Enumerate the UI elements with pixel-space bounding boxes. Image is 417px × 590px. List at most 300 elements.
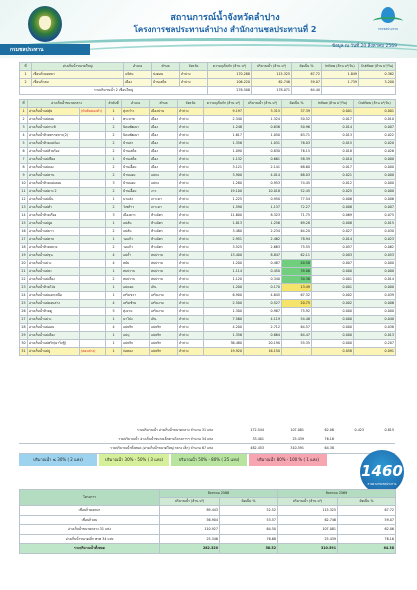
- table-cell: แม่พริก: [150, 340, 178, 348]
- summary-row: [19, 426, 395, 435]
- table-cell: 0.001: [312, 284, 354, 292]
- table-cell: 0.040: [354, 316, 396, 324]
- table-row[interactable]: [20, 260, 396, 268]
- table-cell: 0.017: [312, 164, 354, 172]
- table-cell: 0.000: [354, 180, 396, 188]
- table-row[interactable]: [20, 284, 396, 292]
- table-cell: เสริมงาม: [150, 292, 178, 300]
- table-row[interactable]: [20, 108, 396, 116]
- percent-cell: 74.45: [282, 180, 312, 188]
- table-cell: (ทับทิมทองคำ): [80, 108, 106, 116]
- sum-value: 276.508: [208, 87, 252, 95]
- percent-cell: 77.54: [282, 196, 312, 204]
- percent-cell: 13.49: [282, 284, 312, 292]
- col-header: ปริมาณน้ำ (ล้าน ม³): [244, 100, 282, 108]
- table-cell: 25: [20, 300, 28, 308]
- table-cell: 1.356: [204, 332, 244, 340]
- col-header: อ่างเก็บน้ำขนาดกลาง: [28, 100, 106, 108]
- table-cell: บ้านเสด็จ: [122, 156, 150, 164]
- table-cell: เมือง: [150, 148, 178, 156]
- table-cell: นาโป่ง: [122, 316, 150, 324]
- table-cell: 3: [106, 212, 122, 220]
- table-cell: สมัย: [122, 260, 150, 268]
- table-cell: ลำปาง: [180, 71, 208, 79]
- table-cell: 1.225: [204, 196, 244, 204]
- pct-header: คิดเป็น %: [220, 498, 278, 506]
- table-cell: [80, 300, 106, 308]
- table-cell: อ่างเก็บน้ำแม่ตุ๋ย: [28, 108, 80, 116]
- summary-totals: [19, 426, 395, 454]
- summary-value: 33.401: [252, 436, 264, 441]
- compare-row[interactable]: [20, 506, 396, 516]
- table-cell: อ่างเก็บน้ำแม่ทาน: [28, 172, 80, 180]
- table-cell: 9: [20, 172, 28, 180]
- summary-value: 0.423: [354, 428, 364, 432]
- table-cell: 0.830: [244, 148, 282, 156]
- legend-50-80: ปริมาณน้ำ 50% - 80% ( 25 แห่ง): [171, 454, 247, 466]
- table-row[interactable]: [20, 148, 396, 156]
- table-cell: 0.002: [312, 300, 354, 308]
- royal-irrigation-emblem-icon: [28, 6, 62, 42]
- vol-header: ปริมาณน้ำ (ล้าน ม³): [278, 498, 338, 506]
- col-header: คิดเป็น %: [282, 100, 312, 108]
- table-cell: แจ้ห่ม: [124, 71, 152, 79]
- col-header: อำเภอ: [122, 100, 150, 108]
- table-cell: 106.220: [208, 79, 252, 87]
- table-cell: [80, 196, 106, 204]
- table-cell: 76.16: [338, 534, 396, 544]
- table-cell: 20: [20, 260, 28, 268]
- table-cell: 7: [20, 156, 28, 164]
- table-cell: 170.288: [208, 71, 252, 79]
- table-row[interactable]: [20, 140, 396, 148]
- table-cell: 115.325: [278, 506, 338, 516]
- table-cell: 3: [106, 180, 122, 188]
- table-cell: 0.000: [312, 268, 354, 276]
- table-cell: 2.500: [204, 300, 244, 308]
- table-cell: 67.72: [292, 71, 322, 79]
- sum-value: 64.40: [292, 87, 322, 95]
- table-cell: 0.013: [312, 132, 354, 140]
- percent-cell: 39.06: [282, 268, 312, 276]
- table-cell: 59.07: [338, 515, 396, 525]
- table-cell: 2.141: [244, 164, 282, 172]
- table-cell: 0.057: [312, 244, 354, 252]
- table-cell: 4.645: [244, 292, 282, 300]
- table-cell: 0.000: [354, 284, 396, 292]
- logo-text: กรมชลประทาน: [377, 27, 399, 31]
- table-cell: 4: [20, 132, 28, 140]
- table-cell: อ่างเก็บน้ำแม่ออน: [28, 324, 80, 332]
- table-cell: ลำปาง: [178, 132, 204, 140]
- table-cell: 64.50: [220, 525, 278, 535]
- table-cell: ลำปาง: [178, 148, 204, 156]
- table-cell: ลำปาง: [178, 220, 204, 228]
- table-cell: บ้านบอม: [122, 180, 150, 188]
- table-cell: ลำปาง: [178, 212, 204, 220]
- table-cell: ลำปาง: [178, 260, 204, 268]
- percent-cell: 50.96: [282, 124, 312, 132]
- table-cell: เมือง: [150, 164, 178, 172]
- summary-row: [19, 444, 395, 454]
- table-cell: 56.904: [160, 515, 220, 525]
- table-row[interactable]: [20, 132, 396, 140]
- table-row[interactable]: [20, 268, 396, 276]
- table-cell: เขื่อนกิ่วคอหมา: [20, 506, 160, 516]
- table-row[interactable]: [20, 228, 396, 236]
- table-cell: อ่างเก็บน้ำแม่สอย: [28, 116, 80, 124]
- table-row[interactable]: [20, 156, 396, 164]
- table-cell: ลำปาง: [178, 164, 204, 172]
- table-cell: อ่างเก็บน้ำขนาดเล็ก พรพ 34 แห่ง: [20, 534, 160, 544]
- table-cell: 2.462: [244, 236, 282, 244]
- table-cell: 0.000: [354, 164, 396, 172]
- legend-below-30: ปริมาณน้ำ ≤ 30% ( 2 แห่ง): [19, 454, 97, 466]
- table-cell: 8: [20, 164, 28, 172]
- table-cell: แม่สัน: [122, 228, 150, 236]
- table-cell: [80, 116, 106, 124]
- table-cell: อ่างเก็บน้ำแม่ลอง: [28, 164, 80, 172]
- compare-row[interactable]: [20, 525, 396, 535]
- table-cell: ลำปาง: [178, 252, 204, 260]
- table-cell: 67.72: [338, 506, 396, 516]
- table-cell: บ้านเอื้อม: [122, 188, 150, 196]
- table-row[interactable]: [20, 236, 396, 244]
- table-cell: 0.010: [354, 116, 396, 124]
- table-row[interactable]: [20, 316, 396, 324]
- table-cell: 0.017: [312, 116, 354, 124]
- table-cell: อ่างเก็บน้ำห้วยทรายขาว(2): [28, 132, 80, 140]
- col-header: อ่างเก็บน้ำขนาดใหญ่: [32, 63, 124, 71]
- table-cell: 0.006: [312, 196, 354, 204]
- table-cell: 1: [106, 156, 122, 164]
- table-cell: อ่างเก็บน้ำแม่ต่ำ: [28, 204, 80, 212]
- table-cell: อ่างเก็บน้ำแม่เย็น: [28, 196, 80, 204]
- table-cell: 0.864: [244, 332, 282, 340]
- table-cell: 1.813: [204, 220, 244, 228]
- table-cell: เขื่อนกิ่วคอหมา: [32, 71, 124, 79]
- table-cell: แม่ทะ: [150, 172, 178, 180]
- table-cell: 4: [106, 324, 122, 332]
- percent-cell: 68.60: [282, 164, 312, 172]
- table-cell: 0.000: [312, 316, 354, 324]
- table-row[interactable]: [20, 180, 396, 188]
- table-cell: เมือง: [150, 132, 178, 140]
- header-banner: [0, 0, 417, 58]
- table-row[interactable]: [20, 172, 396, 180]
- col-header: Inflow (ล้าน ม³/วัน): [322, 63, 359, 71]
- compare-row[interactable]: [20, 515, 396, 525]
- table-cell: 0.015: [354, 220, 396, 228]
- year-b-header: สิงหาคม 2569: [278, 490, 396, 498]
- table-cell: 2: [106, 140, 122, 148]
- table-row[interactable]: [20, 124, 396, 132]
- total-cell: 310.591: [278, 544, 338, 554]
- table-cell: ลำปาง: [178, 228, 204, 236]
- table-cell: 0.091: [354, 348, 396, 356]
- table-row[interactable]: [20, 252, 396, 260]
- table-cell: 28: [20, 324, 28, 332]
- table-cell: 0.002: [312, 292, 354, 300]
- table-row[interactable]: [20, 188, 396, 196]
- table-cell: 59.07: [292, 79, 322, 87]
- table-cell: เมืองยาว: [122, 212, 150, 220]
- sum-label: รวมปริมาณน้ำ 2 เขื่อนใหญ่: [20, 87, 208, 95]
- table-cell: 1: [20, 71, 32, 79]
- table-cell: อ่างเก็บน้ำแม่วะ: [28, 260, 80, 268]
- table-cell: แม่ถ้ำ: [122, 252, 150, 260]
- table-cell: 0.038: [354, 324, 396, 332]
- table-cell: 2: [20, 79, 32, 87]
- summary-value: 172.544: [250, 428, 264, 432]
- percent-cell: 76.03: [282, 140, 312, 148]
- table-cell: 14: [20, 212, 28, 220]
- table-row[interactable]: [20, 340, 396, 348]
- col-header: ความจุเก็บกัก (ล้าน ม³): [204, 100, 244, 108]
- summary-row: [19, 435, 395, 444]
- table-cell: ลำปาง: [178, 308, 204, 316]
- medium-table-header: [20, 100, 396, 108]
- table-cell: ห้างฉัตร: [150, 244, 178, 252]
- table-cell: 1: [106, 108, 122, 116]
- table-cell: 26: [20, 308, 28, 316]
- percent-cell: 71.75: [282, 212, 312, 220]
- col-header: อำเภอ: [124, 63, 152, 71]
- empty-cell: [322, 87, 396, 95]
- table-cell: 0.006: [354, 196, 396, 204]
- table-cell: 5: [106, 308, 122, 316]
- table-cell: 4: [106, 260, 122, 268]
- table-cell: 4: [106, 300, 122, 308]
- percent-cell: 37.39: [282, 108, 312, 116]
- table-cell: 89.443: [160, 506, 220, 516]
- table-cell: 1.617: [204, 132, 244, 140]
- table-cell: 62.06: [338, 525, 396, 535]
- table-cell: 3: [20, 124, 28, 132]
- table-cell: อ่างเก็บน้ำแม่วะ: [28, 316, 80, 324]
- table-row[interactable]: [20, 308, 396, 316]
- table-row[interactable]: [20, 276, 396, 284]
- percent-cell: 67.32: [282, 292, 312, 300]
- summary-value: [335, 435, 365, 444]
- table-row[interactable]: [20, 220, 396, 228]
- percent-cell: 63.71: [282, 132, 312, 140]
- table-cell: 1: [106, 348, 122, 356]
- table-cell: 2.340: [204, 116, 244, 124]
- table-row[interactable]: [20, 292, 396, 300]
- table-cell: 0.000: [312, 324, 354, 332]
- table-cell: 24: [20, 292, 28, 300]
- table-cell: แม่พริก: [122, 340, 150, 348]
- table-cell: บ้านเสด็จ: [152, 79, 180, 87]
- table-row[interactable]: [20, 348, 396, 356]
- table-cell: อ่างเก็บน้ำห้วยแม่เลอม: [28, 180, 80, 188]
- percent-cell: 68.03: [282, 172, 312, 180]
- table-cell: 2: [106, 132, 122, 140]
- table-cell: 10.018: [244, 188, 282, 196]
- summary-value: 76.16: [324, 436, 334, 441]
- table-cell: ลำปาง: [180, 79, 208, 87]
- percent-cell: 20.75: [282, 300, 312, 308]
- percent-cell: 78.94: [282, 236, 312, 244]
- legend-80-100: ปริมาณน้ำ 80% - 100 % ( 1 แห่ง): [249, 454, 327, 466]
- table-cell: 4.014: [244, 172, 282, 180]
- col-header: ตำบล: [150, 100, 178, 108]
- table-cell: ทุ่งกว๋าว: [122, 108, 150, 116]
- table-row[interactable]: [20, 164, 396, 172]
- table-cell: 62.746: [252, 79, 292, 87]
- table-cell: 8.323: [244, 212, 282, 220]
- table-cell: 1.280: [204, 180, 244, 188]
- table-cell: แม่สัน: [122, 220, 150, 228]
- table-cell: ลำปาง: [178, 292, 204, 300]
- table-cell: เมือง: [150, 156, 178, 164]
- year-a-header: สิงหาคม 2568: [160, 490, 278, 498]
- table-cell: 1.590: [204, 204, 244, 212]
- table-cell: [80, 212, 106, 220]
- table-cell: แม่ถอด: [122, 284, 150, 292]
- table-row[interactable]: [20, 204, 396, 212]
- percent-cell: 75.92: [282, 308, 312, 316]
- table-row[interactable]: [20, 332, 396, 340]
- table-cell: 2.712: [244, 324, 282, 332]
- table-cell: 0.007: [354, 204, 396, 212]
- table-cell: ลำปาง: [178, 140, 204, 148]
- table-cell: เสริมซ้าย: [122, 300, 150, 308]
- table-cell: 0.000: [354, 188, 396, 196]
- summary-value: 64.38: [305, 444, 335, 454]
- table-cell: อ่างเก็บน้ำแม่ปูด: [28, 220, 80, 228]
- table-cell: 2: [20, 116, 28, 124]
- table-row[interactable]: [20, 79, 396, 87]
- col-header: จังหวัด: [180, 63, 208, 71]
- table-cell: อ่างเก็บน้ำห้วยแม่ก๋อง: [28, 140, 80, 148]
- percent-cell: 76.15: [282, 148, 312, 156]
- table-cell: 1: [106, 196, 122, 204]
- table-cell: [80, 140, 106, 148]
- table-cell: เมือง: [150, 140, 178, 148]
- table-row[interactable]: [20, 196, 396, 204]
- table-cell: แม่ปุ: [122, 332, 150, 340]
- table-cell: 1.031: [244, 140, 282, 148]
- table-cell: อ่างเก็บน้ำแม่มอกเหนือ: [28, 292, 80, 300]
- sum-value: 178.071: [252, 87, 292, 95]
- compare-row[interactable]: [20, 534, 396, 544]
- table-cell: [80, 124, 106, 132]
- table-cell: 7.560: [204, 316, 244, 324]
- table-cell: สบปราบ: [150, 260, 178, 268]
- percent-cell: 40.58: [282, 260, 312, 268]
- table-cell: เขื่อนกิ่วลม: [32, 79, 124, 87]
- table-cell: 76.68: [220, 534, 278, 544]
- table-cell: ก่อทอง: [122, 348, 150, 356]
- table-cell: 0.001: [312, 108, 354, 116]
- table-cell: [80, 252, 106, 260]
- table-cell: 0.012: [312, 180, 354, 188]
- summary-label: รวมปริมาณน้ำ อ่างเก็บน้ำขนาดกลาง จำนวน 31 แห่ง: [136, 428, 213, 432]
- table-cell: 19: [20, 252, 28, 260]
- table-cell: วอแก้ว: [122, 244, 150, 252]
- table-cell: [80, 324, 106, 332]
- table-cell: [80, 228, 106, 236]
- table-cell: ห้างฉัตร: [150, 212, 178, 220]
- table-row[interactable]: [20, 71, 396, 79]
- table-cell: อ่างเก็บน้ำแม่เฟือง: [28, 156, 80, 164]
- table-row[interactable]: [20, 244, 396, 252]
- table-cell: อ่างเก็บน้ำแม่ห้วยร้อง: [28, 148, 80, 156]
- table-cell: 19.920: [204, 348, 244, 356]
- table-cell: [80, 316, 106, 324]
- table-cell: 0.014: [312, 124, 354, 132]
- table-cell: 1: [106, 236, 122, 244]
- table-cell: เขื่อนกิ่วลม: [20, 515, 160, 525]
- table-cell: นาแส่ง: [122, 196, 150, 204]
- table-cell: อ่างเก็บน้ำแม่เลี้ยง: [28, 276, 80, 284]
- table-cell: ห้างฉัตร: [150, 220, 178, 228]
- table-cell: 0.015: [312, 140, 354, 148]
- table-cell: [80, 164, 106, 172]
- table-cell: 2: [106, 188, 122, 196]
- table-row[interactable]: [20, 300, 396, 308]
- percent-cell: 64.47: [282, 332, 312, 340]
- table-cell: ทุ่งงาม: [122, 308, 150, 316]
- table-cell: [80, 268, 106, 276]
- percent-cell: 72.27: [282, 204, 312, 212]
- table-cell: บ้านเอื้อม: [122, 164, 150, 172]
- table-row[interactable]: [20, 116, 396, 124]
- table-cell: 0.450: [244, 268, 282, 276]
- table-cell: 52.52: [220, 506, 278, 516]
- table-cell: 1: [106, 220, 122, 228]
- table-cell: 1.248: [204, 124, 244, 132]
- compare-header-years: [20, 490, 396, 498]
- percent-cell: 30.36: [282, 276, 312, 284]
- table-cell: 1.324: [244, 116, 282, 124]
- col-header: Inflow (ล้าน ม³/วัน): [312, 100, 354, 108]
- table-row[interactable]: [20, 324, 396, 332]
- table-cell: อ่างเก็บน้ำแม่ตอนล่าง: [28, 300, 80, 308]
- table-cell: อ่างเก็บน้ำแม่พริก(ผาวิ่งชู้): [28, 340, 80, 348]
- table-cell: [80, 276, 106, 284]
- total-cell: 64.38: [338, 544, 396, 554]
- table-cell: อ่างเก็บน้ำแม่ปู: [28, 348, 80, 356]
- table-cell: 13: [20, 204, 28, 212]
- table-cell: 21: [20, 268, 28, 276]
- table-cell: ลำปาง: [178, 108, 204, 116]
- percent-cell: 54.48: [282, 316, 312, 324]
- percent-cell: 81.07: [282, 348, 312, 356]
- table-cell: 0.020: [354, 140, 396, 148]
- percent-cell: 52.45: [282, 188, 312, 196]
- percent-cell: 64.57: [282, 324, 312, 332]
- table-cell: เกาะคา: [150, 204, 178, 212]
- table-row[interactable]: [20, 212, 396, 220]
- table-cell: 3.525: [204, 244, 244, 252]
- table-cell: 1.137: [244, 204, 282, 212]
- table-cell: ลำปาง: [178, 204, 204, 212]
- table-cell: วอแก้ว: [122, 236, 150, 244]
- table-cell: ลำปาง: [178, 324, 204, 332]
- table-cell: 9.197: [204, 108, 244, 116]
- table-cell: 6.900: [204, 292, 244, 300]
- table-cell: 2: [106, 276, 122, 284]
- table-cell: 62.746: [278, 515, 338, 525]
- col-header: Outflow (ล้าน ม³/วัน): [354, 100, 396, 108]
- table-cell: 2: [106, 228, 122, 236]
- table-cell: 0.170: [244, 284, 282, 292]
- col-header: ลำดับที่: [106, 100, 122, 108]
- table-cell: ลำปาง: [178, 284, 204, 292]
